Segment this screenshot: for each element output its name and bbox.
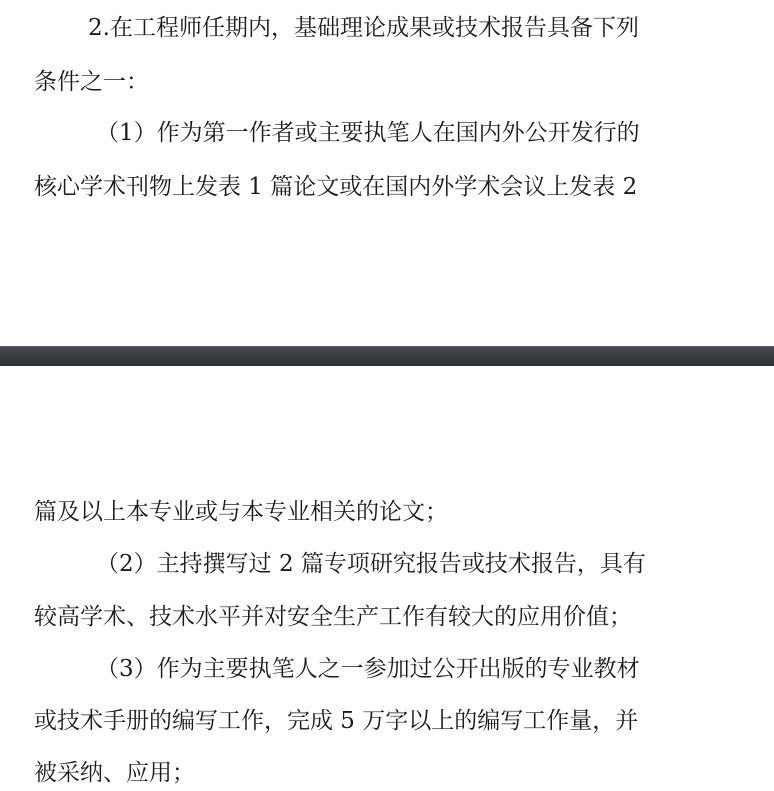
paragraph-line: 篇及以上本专业或与本专业相关的论文； — [34, 499, 448, 525]
paragraph-line: 较高学术、技术水平并对安全生产工作有较大的应用价值； — [34, 604, 632, 630]
paragraph-line: （3）作为主要执笔人之一参加过公开出版的专业教材 — [96, 656, 640, 682]
paragraph-line: 条件之一： — [34, 69, 149, 95]
paragraph-line: （1）作为第一作者或主要执笔人在国内外公开发行的 — [96, 120, 640, 146]
document-page-top — [0, 0, 774, 346]
paragraph-line: 或技术手册的编写工作，完成 5 万字以上的编写工作量，并 — [34, 708, 639, 734]
paragraph-line: 2.在工程师任期内，基础理论成果或技术报告具备下列 — [88, 15, 639, 41]
paragraph-line: 核心学术刊物上发表 1 篇论文或在国内外学术会议上发表 2 — [34, 174, 638, 200]
paragraph-line: 被采纳、应用； — [34, 760, 195, 786]
page-separator — [0, 346, 774, 366]
document-page-bottom — [0, 366, 774, 791]
paragraph-line: （2）主持撰写过 2 篇专项研究报告或技术报告，具有 — [96, 551, 646, 577]
